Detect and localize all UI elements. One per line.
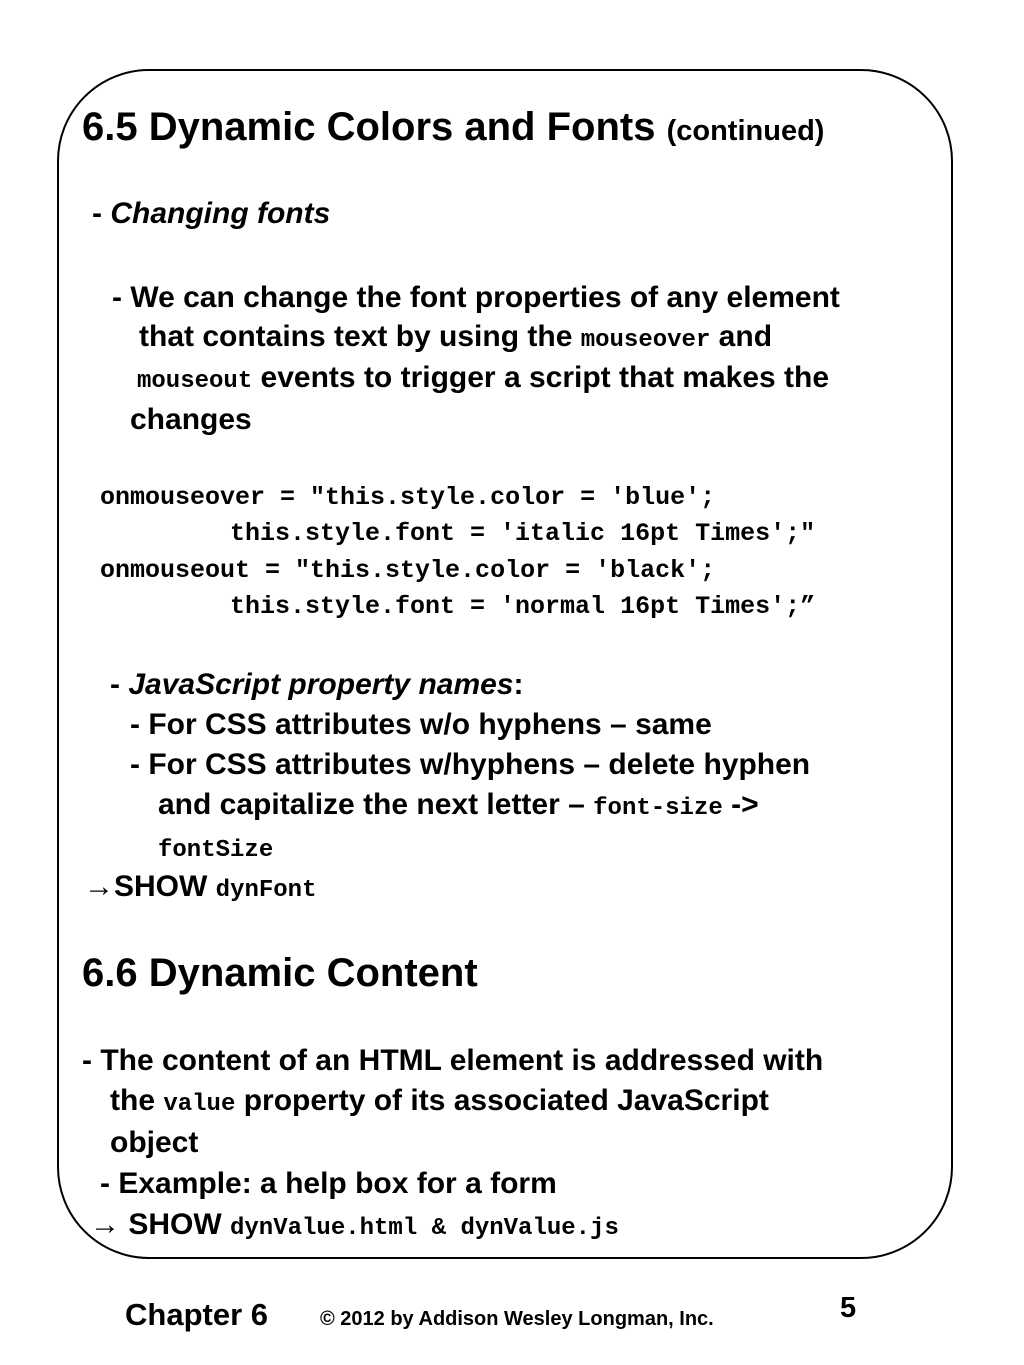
p2-line-1 bbox=[110, 667, 524, 703]
p2-line-4 bbox=[158, 787, 759, 827]
p3-line-2-tail: property of its associated JavaScript bbox=[235, 1084, 769, 1117]
code-dynfont: dynFont bbox=[215, 877, 317, 904]
right-arrow-icon: → bbox=[84, 870, 114, 903]
section-title: 6.6 Dynamic Content bbox=[82, 951, 478, 995]
code-mouseover: mouseover bbox=[580, 327, 711, 354]
p2-italic: JavaScript property names bbox=[128, 668, 514, 701]
p1-line-2 bbox=[139, 319, 772, 359]
code-mouseout: mouseout bbox=[137, 368, 253, 395]
p3-line-1: - The content of an HTML element is addressed with bbox=[82, 1044, 824, 1077]
p2-line-4-text: and capitalize the next letter – bbox=[158, 788, 594, 821]
code-line-2: this.style.font = 'italic 16pt Times';" bbox=[230, 519, 816, 548]
code-line-3: onmouseout = "this.style.color = 'black'; bbox=[100, 556, 716, 585]
subhead-dash: - bbox=[92, 197, 111, 230]
code-value: value bbox=[163, 1091, 236, 1118]
p1-line-2-tail: and bbox=[710, 320, 773, 353]
p2-line-4-arrow: -> bbox=[722, 788, 759, 821]
title-main: 6.5 Dynamic Colors and Fonts bbox=[82, 105, 656, 149]
right-arrow-icon: → bbox=[90, 1208, 120, 1241]
slide-frame bbox=[57, 69, 953, 1259]
show-dynvalue bbox=[90, 1207, 619, 1247]
code-line-4: this.style.font = 'normal 16pt Times';” bbox=[230, 592, 816, 621]
p2-colon: : bbox=[513, 668, 524, 701]
show-label: SHOW bbox=[120, 1208, 230, 1241]
p1-line-3 bbox=[137, 360, 829, 400]
p2-line-2: - For CSS attributes w/o hyphens – same bbox=[130, 708, 712, 741]
code-fontSize: fontSize bbox=[158, 837, 274, 864]
p3-line-2 bbox=[110, 1083, 769, 1123]
slide-title bbox=[82, 104, 824, 154]
footer-page-number: 5 bbox=[840, 1292, 857, 1324]
p2-dash: - bbox=[110, 668, 129, 701]
code-dynvalue: dynValue.html & dynValue.js bbox=[230, 1215, 619, 1242]
show-label: SHOW bbox=[114, 870, 216, 903]
p2-line-3: - For CSS attributes w/hyphens – delete hyphen bbox=[130, 748, 811, 781]
p3-line-2-text: the bbox=[110, 1084, 164, 1117]
p1-line-2-text: that contains text by using the bbox=[139, 320, 581, 353]
p2-line-5 bbox=[158, 829, 273, 869]
footer-chapter: Chapter 6 bbox=[125, 1297, 268, 1332]
p1-line-4: changes bbox=[130, 403, 252, 436]
code-font-size: font-size bbox=[593, 795, 723, 822]
title-continued: (continued) bbox=[666, 115, 825, 147]
p3-line-3: object bbox=[110, 1126, 199, 1159]
p1-line-1: - We can change the font properties of any element bbox=[112, 281, 840, 314]
footer-copyright: © 2012 by Addison Wesley Longman, Inc. bbox=[320, 1308, 714, 1330]
show-dynfont bbox=[84, 869, 317, 909]
p1-line-3-text: events to trigger a script that makes the bbox=[252, 361, 830, 394]
p3-line-4: - Example: a help box for a form bbox=[100, 1167, 557, 1200]
subhead bbox=[92, 196, 330, 232]
code-line-1: onmouseover = "this.style.color = 'blue'; bbox=[100, 483, 716, 512]
subhead-italic: Changing fonts bbox=[110, 197, 331, 230]
